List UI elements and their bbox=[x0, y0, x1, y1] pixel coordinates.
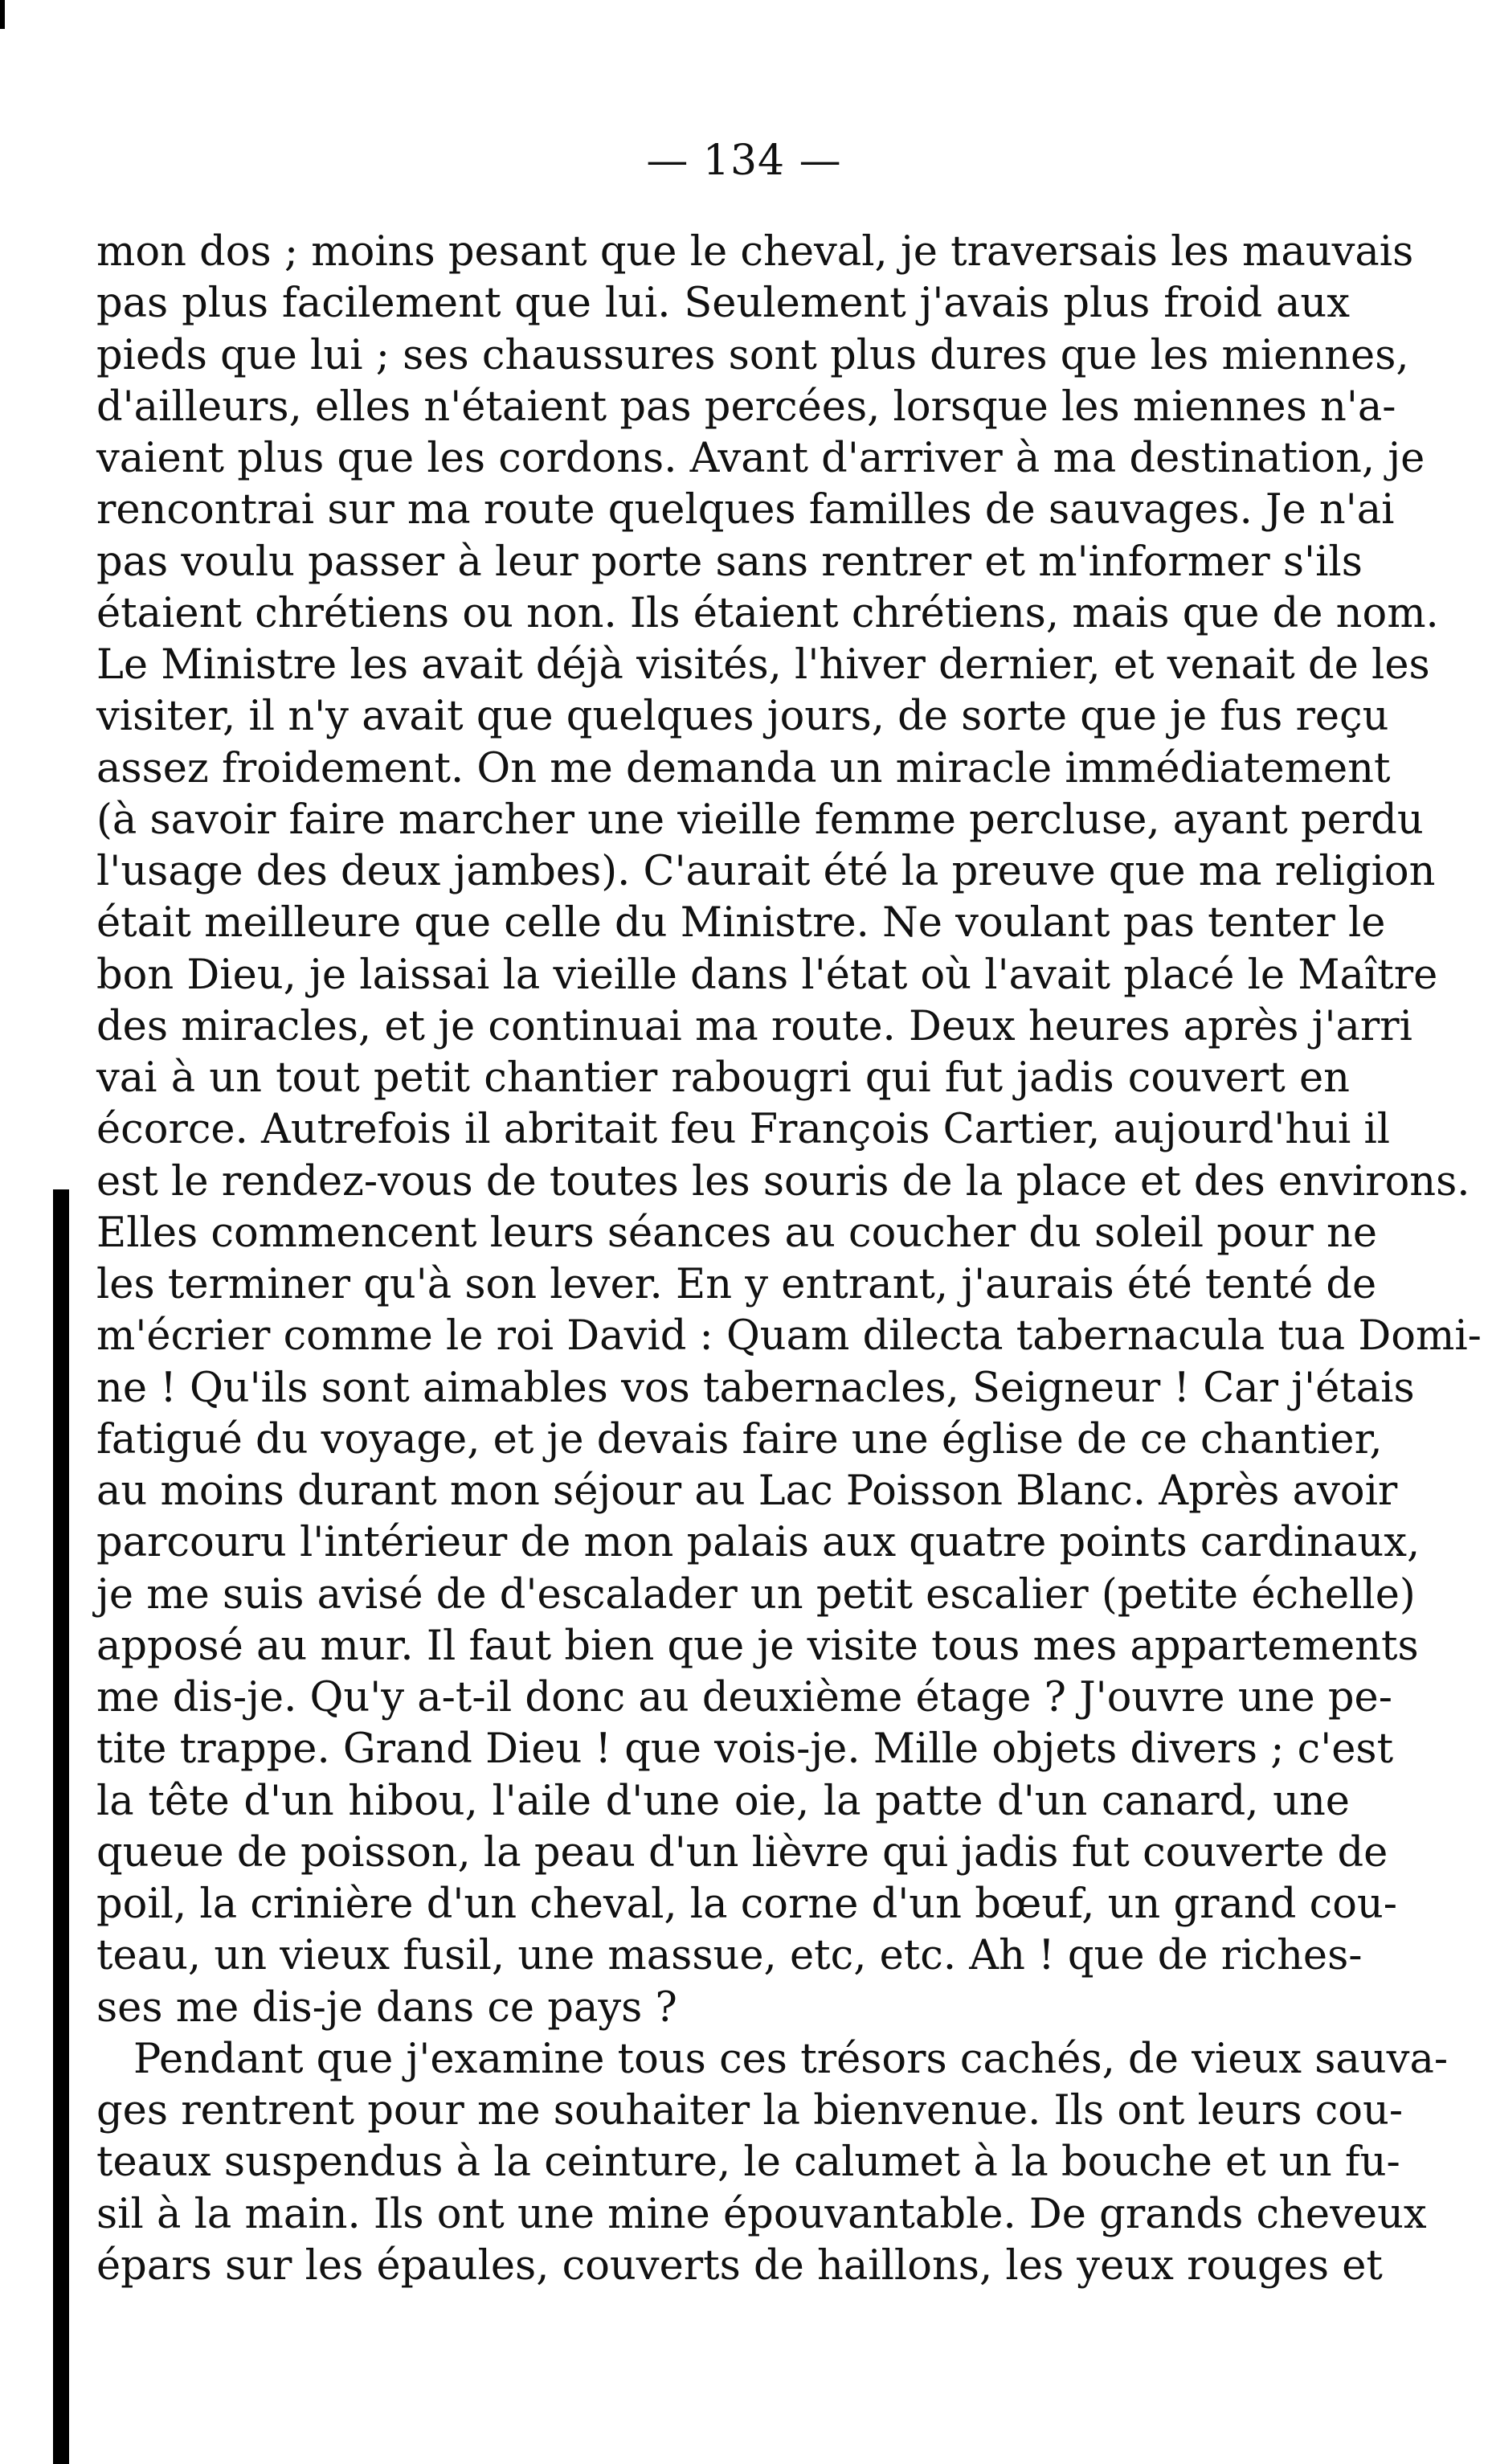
text-line: teau, un vieux fusil, une massue, etc, etc. Ah ! que de riches- bbox=[96, 1932, 1363, 1980]
text-line: la tête d'un hibou, l'aile d'une oie, la patte d'un canard, une bbox=[96, 1777, 1350, 1825]
text-line: d'ailleurs, elles n'étaient pas percées, lorsque les miennes n'a- bbox=[96, 383, 1396, 431]
text-line: tite trappe. Grand Dieu ! que vois-je. Mille objets divers ; c'est bbox=[96, 1725, 1394, 1774]
text-line: fatigué du voyage, et je devais faire une église de ce chantier, bbox=[96, 1415, 1383, 1463]
text-line: épars sur les épaules, couverts de haillons, les yeux rouges et bbox=[96, 2241, 1383, 2290]
text-line: au moins durant mon séjour au Lac Poisson Blanc. Après avoir bbox=[96, 1467, 1398, 1515]
text-line: ges rentrent pour me souhaiter la bienvenue. Ils ont leurs cou- bbox=[96, 2087, 1404, 2135]
scan-edge-mark bbox=[0, 0, 5, 29]
text-line: m'écrier comme le roi David : Quam dilecta tabernacula tua Domi- bbox=[96, 1312, 1482, 1361]
text-line: Elles commencent leurs séances au coucher du soleil pour ne bbox=[96, 1209, 1378, 1257]
text-line: des miracles, et je continuai ma route. Deux heures après j'arri bbox=[96, 1002, 1412, 1050]
text-line: rencontrai sur ma route quelques familles de sauvages. Je n'ai bbox=[96, 486, 1395, 534]
text-line: poil, la crinière d'un cheval, la corne d'un bœuf, un grand cou- bbox=[96, 1881, 1397, 1928]
body-text bbox=[96, 227, 1482, 2292]
text-line: Pendant que j'examine tous ces trésors cachés, de vieux sauva- bbox=[133, 2035, 1449, 2083]
text-line: vai à un tout petit chantier rabougri qui fut jadis couvert en bbox=[96, 1054, 1350, 1102]
text-line: me dis-je. Qu'y a-t-il donc au deuxième étage ? J'ouvre une pe- bbox=[96, 1674, 1392, 1721]
text-line: était meilleure que celle du Ministre. Ne voulant pas tenter le bbox=[96, 899, 1386, 948]
text-line: ses me dis-je dans ce pays ? bbox=[96, 1983, 677, 2032]
text-line: pieds que lui ; ses chaussures sont plus dures que les miennes, bbox=[96, 331, 1409, 379]
text-line: pas voulu passer à leur porte sans rentrer et m'informer s'ils bbox=[96, 538, 1363, 586]
text-line: teaux suspendus à la ceinture, le calumet à la bouche et un fu- bbox=[96, 2139, 1400, 2187]
text-line: visiter, il n'y avait que quelques jours, de sorte que je fus reçu bbox=[96, 693, 1389, 741]
text-line: bon Dieu, je laissai la vieille dans l'état où l'avait placé le Maître bbox=[96, 951, 1438, 999]
text-line: assez froidement. On me demanda un miracle immédiatement bbox=[96, 744, 1391, 792]
text-line: est le rendez-vous de toutes les souris de la place et des environs. bbox=[96, 1157, 1470, 1205]
text-line: vaient plus que les cordons. Avant d'arriver à ma destination, je bbox=[96, 435, 1425, 482]
text-line: parcouru l'intérieur de mon palais aux quatre points cardinaux, bbox=[96, 1519, 1421, 1567]
text-line: écorce. Autrefois il abritait feu François Cartier, aujourd'hui il bbox=[96, 1106, 1391, 1154]
text-line: Le Ministre les avait déjà visités, l'hiver dernier, et venait de les bbox=[96, 641, 1430, 689]
text-line: queue de poisson, la peau d'un lièvre qui jadis fut couverte de bbox=[96, 1828, 1388, 1877]
text-line: l'usage des deux jambes). C'aurait été la preuve que ma religion bbox=[96, 848, 1436, 895]
text-line: je me suis avisé de d'escalader un petit escalier (petite échelle) bbox=[96, 1570, 1416, 1619]
scan-margin-shadow bbox=[53, 1189, 69, 2464]
text-line: les terminer qu'à son lever. En y entrant, j'aurais été tenté de bbox=[96, 1261, 1377, 1308]
text-line: apposé au mur. Il faut bien que je visite tous mes appartements bbox=[96, 1622, 1419, 1670]
text-line: étaient chrétiens ou non. Ils étaient chrétiens, mais que de nom. bbox=[96, 589, 1439, 637]
text-line: ne ! Qu'ils sont aimables vos tabernacles, Seigneur ! Car j'étais bbox=[96, 1364, 1415, 1412]
text-line: pas plus facilement que lui. Seulement j'avais plus froid aux bbox=[96, 280, 1350, 328]
text-line: sil à la main. Ils ont une mine épouvantable. De grands cheveux bbox=[96, 2190, 1427, 2238]
page-number: — 134 — bbox=[646, 137, 842, 185]
text-line: (à savoir faire marcher une vieille femme percluse, ayant perdu bbox=[96, 796, 1424, 844]
text-line: mon dos ; moins pesant que le cheval, je traversais les mauvais bbox=[96, 228, 1414, 276]
